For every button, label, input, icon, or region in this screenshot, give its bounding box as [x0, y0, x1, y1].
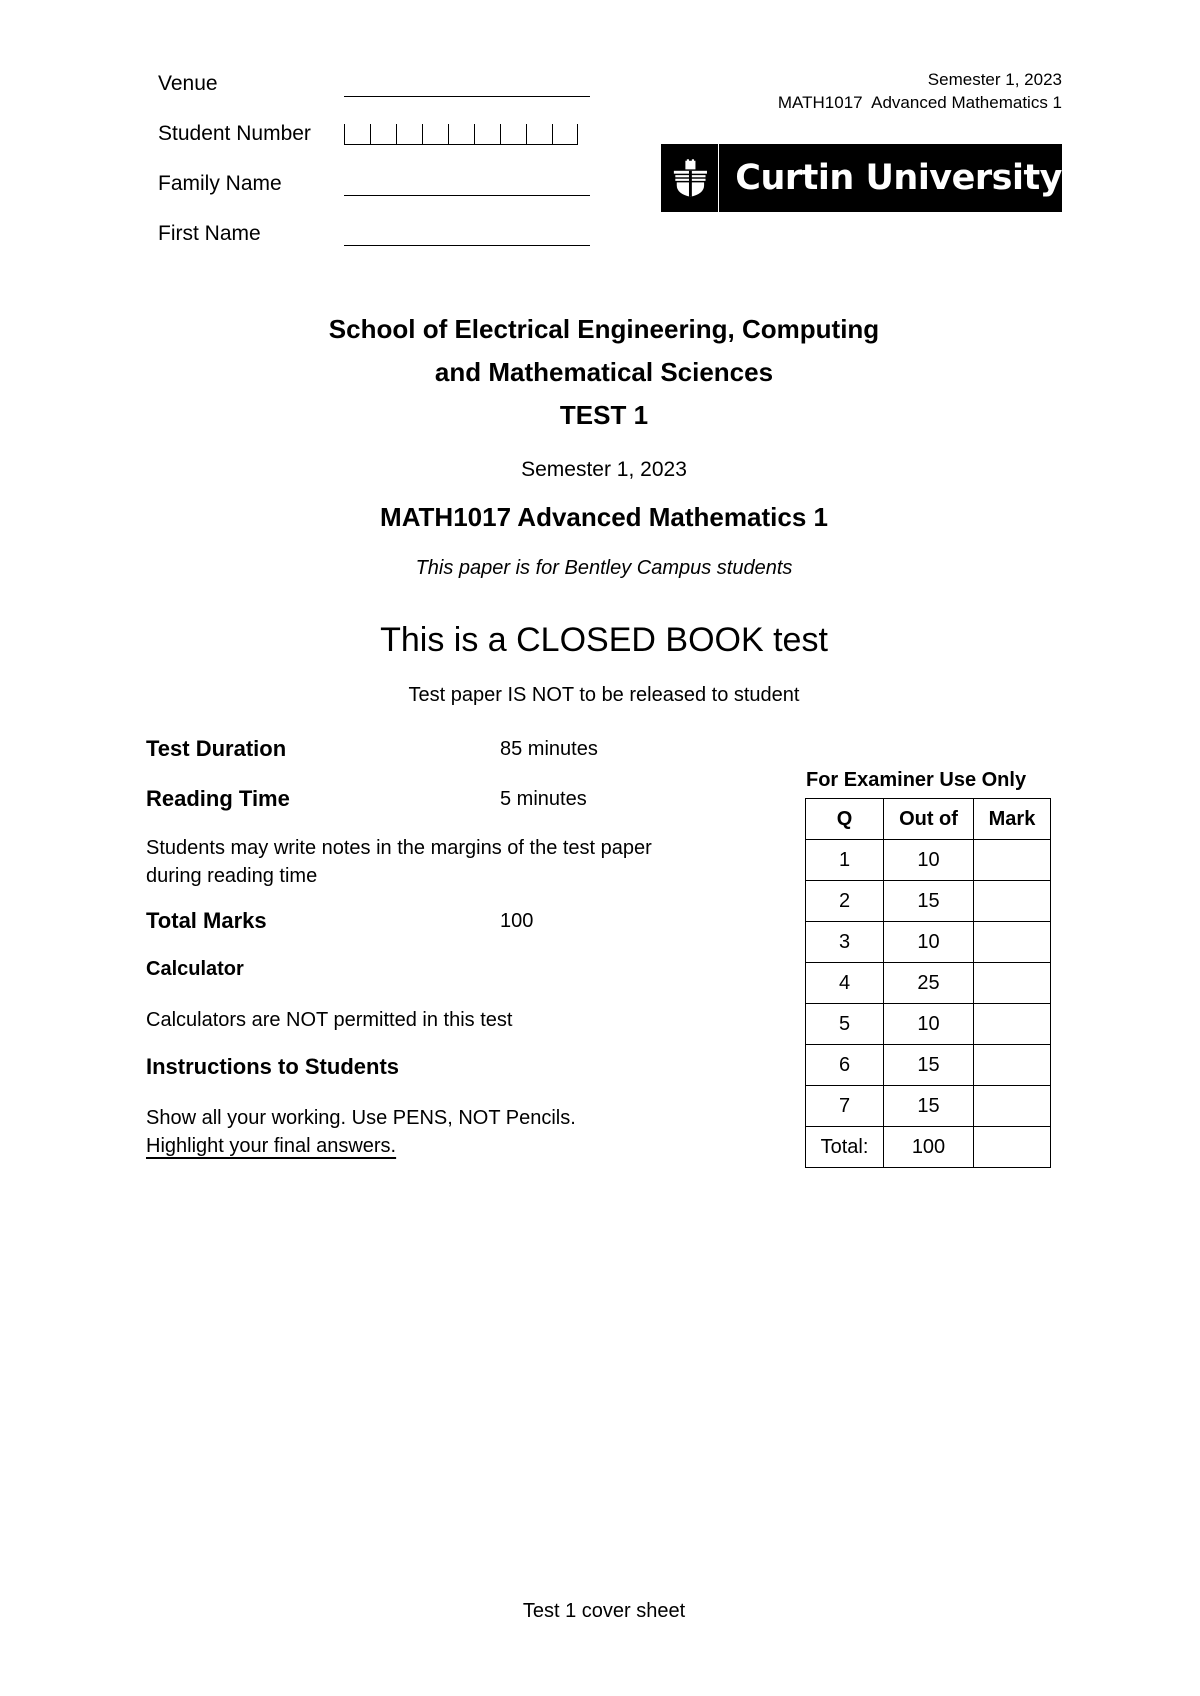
- table-row: [806, 963, 1051, 1004]
- question-mark[interactable]: [974, 922, 1051, 963]
- student-number-digit-box[interactable]: [422, 124, 448, 145]
- question-mark[interactable]: [974, 881, 1051, 922]
- table-total-row: [806, 1127, 1051, 1168]
- header-course: MATH1017 Advanced Mathematics 1: [777, 93, 1062, 112]
- logo-divider: [718, 144, 719, 212]
- reading-note: [146, 834, 652, 890]
- question-number: 6: [806, 1045, 884, 1086]
- student-number-digit-box[interactable]: [500, 124, 526, 145]
- family-name-label: Family Name: [158, 172, 282, 195]
- family-name-field[interactable]: [344, 195, 590, 196]
- instructions-line2: Highlight your final answers.: [146, 1135, 397, 1157]
- student-number-digit-box[interactable]: [448, 124, 474, 145]
- page-header: [778, 68, 1062, 114]
- student-number-field[interactable]: [344, 124, 578, 145]
- question-mark[interactable]: [974, 1086, 1051, 1127]
- question-mark[interactable]: [974, 1004, 1051, 1045]
- instructions-label: Instructions to Students: [146, 1054, 399, 1079]
- calculator-label: Calculator: [146, 958, 244, 980]
- school-name-line1: School of Electrical Engineering, Computing: [328, 314, 880, 344]
- calculator-note: Calculators are NOT permitted in this test: [146, 1009, 513, 1031]
- question-number: 2: [806, 881, 884, 922]
- table-row: [806, 881, 1051, 922]
- campus-note: This paper is for Bentley Campus students: [415, 557, 793, 579]
- question-mark[interactable]: [974, 963, 1051, 1004]
- question-out-of: 10: [884, 922, 974, 963]
- table-header-row: [806, 799, 1051, 840]
- table-row: [806, 840, 1051, 881]
- table-row: [806, 1045, 1051, 1086]
- question-number: 5: [806, 1004, 884, 1045]
- university-crest-icon: [671, 152, 710, 204]
- question-number: 3: [806, 922, 884, 963]
- header-out-of: Out of: [884, 799, 974, 840]
- header-semester: Semester 1, 2023: [927, 70, 1062, 89]
- student-number-digit-box[interactable]: [526, 124, 552, 145]
- total-out-of: 100: [884, 1127, 974, 1168]
- question-number: 7: [806, 1086, 884, 1127]
- duration-label: Test Duration: [146, 736, 287, 761]
- total-marks-label: Total Marks: [146, 908, 267, 933]
- instructions-line1: Show all your working. Use PENS, NOT Pencils.: [146, 1107, 576, 1129]
- question-out-of: 15: [884, 1086, 974, 1127]
- curtin-logo: [661, 144, 1062, 212]
- student-number-digit-box[interactable]: [370, 124, 396, 145]
- reading-note-line1: Students may write notes in the margins of the test paper: [146, 837, 652, 859]
- duration-value: 85 minutes: [500, 738, 598, 760]
- table-row: [806, 922, 1051, 963]
- page-footer: Test 1 cover sheet: [522, 1600, 686, 1622]
- question-mark[interactable]: [974, 1045, 1051, 1086]
- closed-book-notice: This is a CLOSED BOOK test: [380, 621, 828, 659]
- first-name-label: First Name: [158, 222, 261, 245]
- question-out-of: 15: [884, 881, 974, 922]
- student-number-label: Student Number: [158, 122, 311, 145]
- question-out-of: 25: [884, 963, 974, 1004]
- question-number: 1: [806, 840, 884, 881]
- question-out-of: 15: [884, 1045, 974, 1086]
- venue-label: Venue: [158, 72, 218, 95]
- question-out-of: 10: [884, 840, 974, 881]
- school-name: [0, 308, 1200, 394]
- table-row: [806, 1086, 1051, 1127]
- first-name-field[interactable]: [344, 245, 590, 246]
- question-out-of: 10: [884, 1004, 974, 1045]
- reading-time-label: Reading Time: [146, 786, 290, 811]
- question-mark[interactable]: [974, 840, 1051, 881]
- student-number-digit-box[interactable]: [474, 124, 500, 145]
- total-mark[interactable]: [974, 1127, 1051, 1168]
- student-number-digit-box[interactable]: [344, 124, 370, 145]
- venue-field[interactable]: [344, 96, 590, 97]
- school-name-line2: and Mathematical Sciences: [434, 357, 774, 387]
- release-notice: Test paper IS NOT to be released to student: [408, 684, 800, 706]
- student-number-digit-box[interactable]: [396, 124, 422, 145]
- table-row: [806, 1004, 1051, 1045]
- total-label: Total:: [806, 1127, 884, 1168]
- total-marks-value: 100: [500, 910, 534, 932]
- course-title: MATH1017 Advanced Mathematics 1: [380, 502, 828, 532]
- examiner-marks-table: [805, 798, 1051, 1168]
- logo-text: Curtin University: [735, 158, 1062, 198]
- question-number: 4: [806, 963, 884, 1004]
- header-q: Q: [806, 799, 884, 840]
- semester-text: Semester 1, 2023: [521, 458, 687, 481]
- examiner-title: For Examiner Use Only: [806, 769, 1027, 791]
- reading-note-line2: during reading time: [146, 865, 318, 887]
- header-mark: Mark: [974, 799, 1051, 840]
- test-title: TEST 1: [559, 400, 649, 430]
- student-number-digit-box[interactable]: [552, 124, 578, 145]
- reading-time-value: 5 minutes: [500, 788, 587, 810]
- instructions-text: [146, 1104, 576, 1160]
